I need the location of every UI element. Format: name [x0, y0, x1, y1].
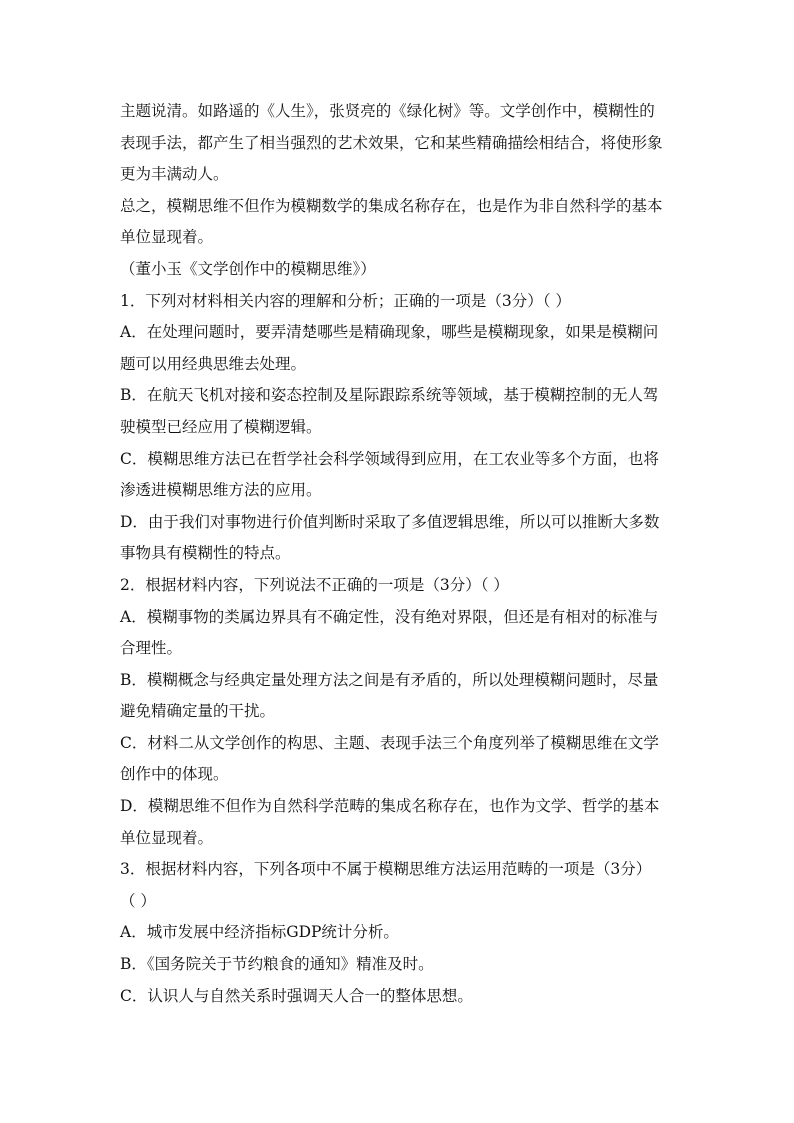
text-line: 表现手法，都产生了相当强烈的艺术效果，它和某些精确描绘相结合，将使形象	[120, 133, 663, 152]
document-body	[120, 96, 680, 1012]
question-1-option-b-cont: 驶模型已经应用了模糊逻辑。	[120, 417, 322, 436]
question-2-stem: 2．根据材料内容，下列说法不正确的一项是（3分）（ ）	[120, 575, 509, 594]
question-2-option-a: A．模糊事物的类属边界具有不确定性，没有绝对界限，但还是有相对的标准与	[120, 607, 659, 626]
text-line: 单位显现着。	[120, 228, 214, 247]
text-line: 主题说清。如路遥的《人生》，张贤亮的《绿化树》等。文学创作中，模糊性的	[120, 102, 655, 120]
question-2-option-c: C．材料二从文学创作的构思、主题、表现手法三个角度列举了模糊思维在文学	[120, 733, 659, 752]
question-2-option-d: D．模糊思维不但作为自然科学范畴的集成名称存在，也作为文学、哲学的基本	[120, 797, 660, 816]
question-2-option-d-cont: 单位显现着。	[120, 828, 214, 847]
question-1-option-b: B．在航天飞机对接和姿态控制及星际跟踪系统等领域，基于模糊控制的无人驾	[120, 386, 659, 405]
question-3-option-c: C．认识人与自然关系时强调天人合一的整体思想。	[120, 986, 473, 1005]
text-line: 总之，模糊思维不但作为模糊数学的集成名称存在，也是作为非自然科学的基本	[120, 196, 663, 215]
question-1-stem: 1．下列对材料相关内容的理解和分析；正确的一项是（3分）（ ）	[120, 291, 571, 310]
question-1-option-c-cont: 渗透进模糊思维方法的应用。	[120, 481, 322, 500]
question-1-option-a: A．在处理问题时，要弄清楚哪些是精确现象，哪些是模糊现象，如果是模糊问	[120, 323, 659, 342]
question-2-option-c-cont: 创作中的体现。	[120, 765, 229, 784]
question-2-option-a-cont: 合理性。	[120, 639, 183, 658]
question-2-option-b: B．模糊概念与经典定量处理方法之间是有矛盾的，所以处理模糊问题时，尽量	[120, 670, 659, 689]
question-1-option-a-cont: 题可以用经典思维去处理。	[120, 354, 307, 373]
question-3-option-a: A．城市发展中经济指标GDP统计分析。	[120, 923, 399, 942]
question-1-option-d: D．由于我们对事物进行价值判断时采取了多值逻辑思维，所以可以推断大多数	[120, 512, 660, 531]
question-3-option-b: B．《国务院关于节约粮食的通知》精准及时。	[120, 955, 434, 974]
question-1-option-d-cont: 事物具有模糊性的特点。	[120, 544, 291, 563]
question-2-option-b-cont: 避免精确定量的干扰。	[120, 702, 276, 721]
question-1-option-c: C．模糊思维方法已在哲学社会科学领域得到应用，在工农业等多个方面，也将	[120, 449, 659, 468]
question-3-stem-cont: （ ）	[120, 891, 156, 910]
citation-line: （董小玉《文学创作中的模糊思维》）	[120, 259, 376, 278]
question-3-stem: 3．根据材料内容，下列各项中不属于模糊思维方法运用范畴的一项是（3分）	[120, 860, 652, 879]
text-line: 更为丰满动人。	[120, 165, 229, 184]
